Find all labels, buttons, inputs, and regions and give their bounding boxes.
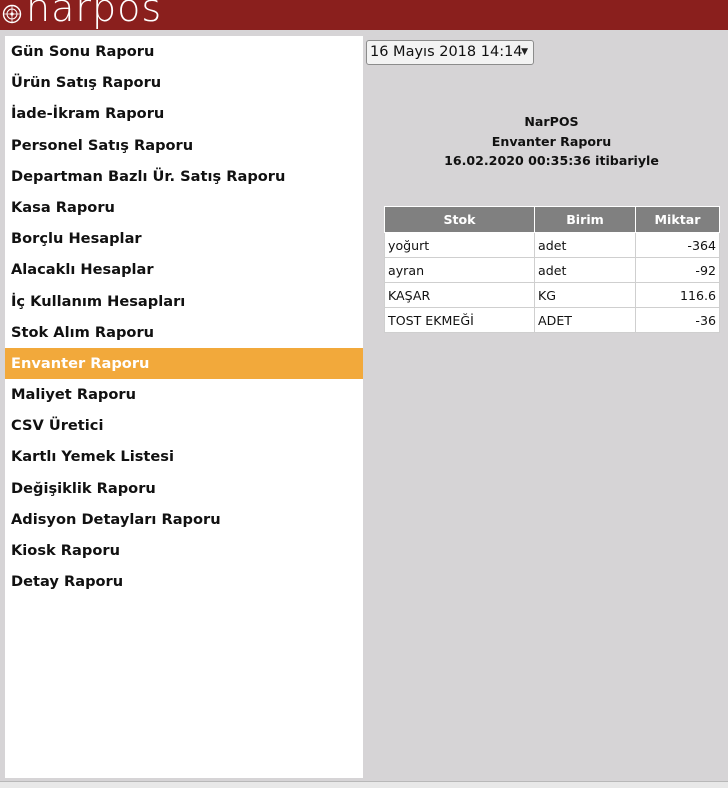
table-row <box>385 308 720 333</box>
sidebar-item[interactable]: Değişiklik Raporu <box>11 479 156 497</box>
report-menu-sidebar <box>5 36 363 778</box>
unit-cell: KG <box>535 283 636 308</box>
sidebar-item[interactable]: İç Kullanım Hesapları <box>11 292 186 310</box>
sidebar-item[interactable]: Stok Alım Raporu <box>11 323 155 341</box>
quantity-cell: -92 <box>636 258 720 283</box>
table-row <box>385 283 720 308</box>
table-header-row <box>385 207 720 233</box>
unit-cell: adet <box>535 233 636 258</box>
column-header-stock: Stok <box>385 207 535 233</box>
sidebar-item[interactable]: Maliyet Raporu <box>11 386 136 404</box>
sidebar-item[interactable]: İade-İkram Raporu <box>11 105 165 123</box>
sidebar-item[interactable]: Adisyon Detayları Raporu <box>11 510 221 528</box>
stock-cell: TOST EKMEĞİ <box>385 308 535 333</box>
sidebar-item[interactable]: Kasa Raporu <box>11 198 115 216</box>
column-header-unit: Birim <box>535 207 636 233</box>
report-title: Envanter Raporu <box>491 133 612 149</box>
quantity-cell: -364 <box>636 233 720 258</box>
sidebar-item[interactable]: Gün Sonu Raporu <box>11 43 155 60</box>
sidebar-item[interactable]: Kartlı Yemek Listesi <box>11 448 174 466</box>
column-header-quantity: Miktar <box>636 207 720 233</box>
table-row <box>385 258 720 283</box>
sidebar-item[interactable]: Detay Raporu <box>11 573 124 591</box>
sidebar-item[interactable]: Kiosk Raporu <box>11 542 120 559</box>
sidebar-item[interactable]: Envanter Raporu <box>5 348 363 379</box>
stock-cell: yoğurt <box>385 233 535 258</box>
dropdown-arrow-icon: ▼ <box>521 47 528 57</box>
report-company: NarPOS <box>524 114 579 129</box>
sidebar-item[interactable]: Alacaklı Hesaplar <box>11 261 154 279</box>
app-header-bar <box>0 0 728 30</box>
sidebar-item[interactable]: Personel Satış Raporu <box>11 136 194 154</box>
unit-cell: ADET <box>535 308 636 333</box>
stock-cell: ayran <box>385 258 535 283</box>
pomegranate-logo-icon <box>2 4 22 24</box>
report-header <box>384 112 719 171</box>
quantity-cell: 116.6 <box>636 283 720 308</box>
table-row <box>385 233 720 258</box>
sidebar-item[interactable]: CSV Üretici <box>11 417 104 435</box>
sidebar-item[interactable]: Departman Bazlı Ür. Satış Raporu <box>11 167 286 185</box>
unit-cell: adet <box>535 258 636 283</box>
date-dropdown[interactable] <box>366 40 534 65</box>
quantity-cell: -36 <box>636 308 720 333</box>
sidebar-item[interactable]: Borçlu Hesaplar <box>11 230 142 248</box>
stock-cell: KAŞAR <box>385 283 535 308</box>
sidebar-item[interactable]: Ürün Satış Raporu <box>11 74 162 92</box>
inventory-table <box>384 206 720 333</box>
brand-logo-text: narpos <box>26 0 163 30</box>
inventory-table-body <box>385 233 720 333</box>
date-dropdown-value: 16 Mayıs 2018 14:14 <box>370 44 523 60</box>
report-timestamp: 16.02.2020 00:35:36 itibariyle <box>444 153 659 168</box>
